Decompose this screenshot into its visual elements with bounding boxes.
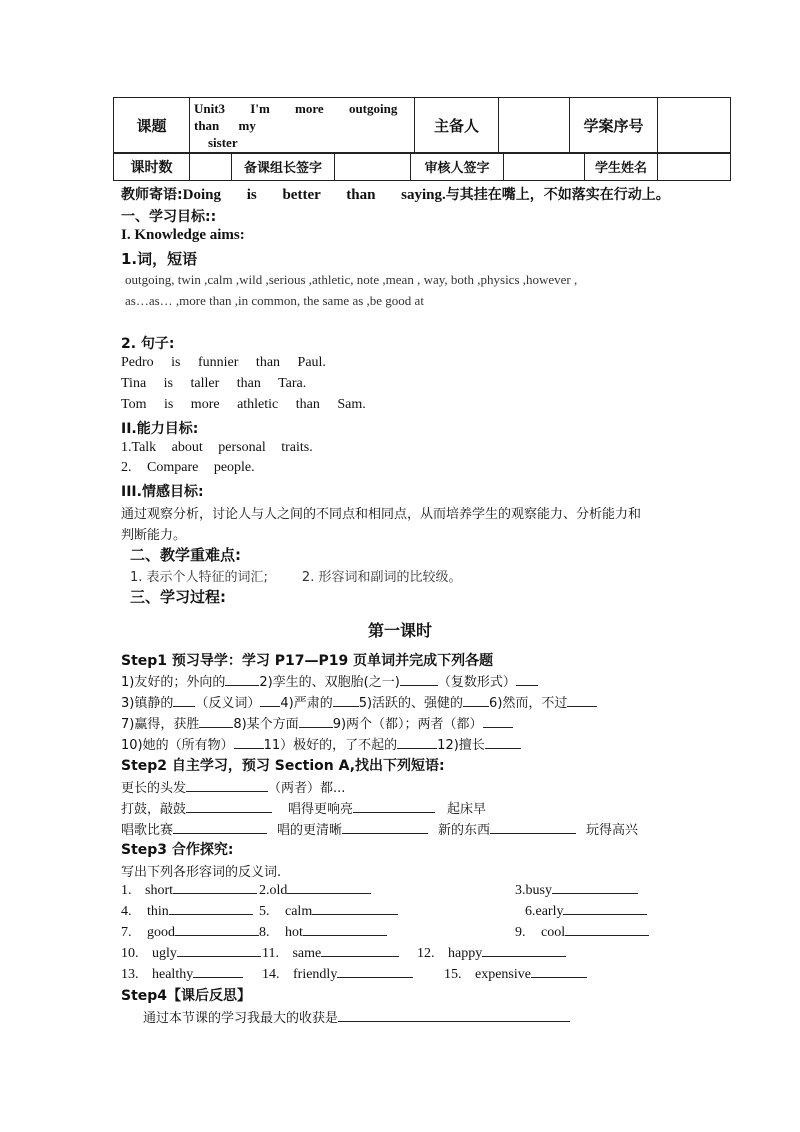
emotion-heading: III.情感目标: <box>121 484 204 500</box>
phrase-something-new: 新的东西 <box>438 823 491 838</box>
antonym-1 <box>121 881 257 899</box>
antonym-label: 8. hot <box>259 925 303 940</box>
header-table-row2 <box>113 152 731 181</box>
words-line2: as…as… ,more than ,in common, the same as ,be good at <box>125 293 424 308</box>
step3-heading: Step3 合作探究: <box>121 842 234 858</box>
section2-items <box>130 566 461 585</box>
antonym-label: 6.early <box>525 904 564 919</box>
sentence-1: Pedro is funnier than Paul. <box>121 355 326 370</box>
blank[interactable] <box>173 694 195 707</box>
step1-line4 <box>121 734 521 753</box>
phrase-both: （两者）都... <box>268 781 346 796</box>
blank[interactable] <box>333 694 359 707</box>
unit-line2: than my <box>194 118 256 133</box>
blank[interactable] <box>567 694 597 707</box>
reviewer-label: 审核人签字 <box>411 153 504 181</box>
antonym-11 <box>262 944 399 962</box>
reflection-prompt: 通过本节课的学习我最大的收获是 <box>143 1011 339 1026</box>
ability-heading: II.能力目标: <box>121 421 199 437</box>
blank[interactable] <box>516 673 538 686</box>
antonym-12 <box>417 944 566 962</box>
step1-item-3-note: （反义词） <box>195 696 261 711</box>
emotion-line2: 判断能力。 <box>121 528 187 543</box>
teacher-motto <box>121 184 670 204</box>
antonym-label: 3.busy <box>515 883 552 898</box>
blank[interactable] <box>287 881 371 894</box>
subject-label: 课题 <box>114 98 190 154</box>
blank[interactable] <box>173 821 267 834</box>
antonym-label: 15. expensive <box>444 967 531 982</box>
step1-item-5: 5)活跃的、强健的 <box>358 696 464 711</box>
preparer-value[interactable] <box>499 98 570 154</box>
step1-item-2: 2)孪生的、双胞胎(之一) <box>259 675 400 690</box>
phrase-get-up-early: 起床早 <box>447 802 487 817</box>
student-name-label: 学生姓名 <box>585 153 658 181</box>
step1-item-12: 12)擅长 <box>437 738 485 753</box>
antonym-label: 12. happy <box>417 946 483 961</box>
antonym-label: 14. friendly <box>262 967 338 982</box>
phrase-sing-clearer: 唱的更清晰 <box>277 823 343 838</box>
step4-heading: Step4【课后反思】 <box>121 988 252 1004</box>
lesson-count-value[interactable] <box>190 153 232 181</box>
antonym-label: 5. calm <box>259 904 313 919</box>
section2-heading: 二、教学重难点: <box>130 546 241 564</box>
blank[interactable] <box>260 694 280 707</box>
blank[interactable] <box>400 673 438 686</box>
step2-row2 <box>121 798 486 817</box>
sentences-heading: 2. 句子: <box>121 336 175 352</box>
step2-heading: Step2 自主学习，预习 Section A,找出下列短语: <box>121 758 445 774</box>
motto-label: 教师寄语: <box>121 187 183 203</box>
sentence-3: Tom is more athletic than Sam. <box>121 397 366 412</box>
antonym-4 <box>121 902 253 920</box>
blank[interactable] <box>173 881 257 894</box>
antonym-8 <box>259 923 387 941</box>
blank[interactable] <box>482 944 566 957</box>
phrase-play-drums: 打鼓，敲鼓 <box>121 802 187 817</box>
reflection-blank[interactable] <box>338 1009 570 1022</box>
blank[interactable] <box>193 965 243 978</box>
blank[interactable] <box>186 800 272 813</box>
emotion-line1: 通过观察分析，讨论人与人之间的不同点和相同点，从而培养学生的观察能力、分析能力和 <box>121 507 642 522</box>
blank[interactable] <box>463 694 489 707</box>
blank[interactable] <box>565 923 649 936</box>
antonym-9 <box>515 923 649 941</box>
group-leader-value[interactable] <box>335 153 411 181</box>
antonym-13 <box>121 965 243 983</box>
step2-row1 <box>121 777 345 796</box>
plan-number-label: 学案序号 <box>570 98 658 154</box>
step1-item-8: 8)某个方面 <box>233 717 299 732</box>
step1-item-2-note: （复数形式） <box>437 675 516 690</box>
blank[interactable] <box>485 736 521 749</box>
unit-line1: Unit3 I'm more outgoing <box>194 101 398 116</box>
blank[interactable] <box>169 902 253 915</box>
antonym-label: 4. thin <box>121 904 169 919</box>
words-heading: 1.词，短语 <box>121 250 198 268</box>
step1-line2 <box>121 692 597 711</box>
step2-row3 <box>121 819 638 838</box>
blank[interactable] <box>175 923 259 936</box>
blank[interactable] <box>303 923 387 936</box>
ability-2: 2. Compare people. <box>121 460 255 475</box>
section2-item2: 2. 形容词和副词的比较级。 <box>301 570 462 585</box>
step1-heading: Step1 预习导学：学习 P17—P19 页单词并完成下列各题 <box>121 653 494 669</box>
motto-english: Doing is better than saying. <box>182 187 446 203</box>
step1-item-3: 3)镇静的 <box>121 696 174 711</box>
knowledge-aims: I. Knowledge aims: <box>121 227 245 243</box>
step1-item-10: 10)她的（所有物） <box>121 738 234 753</box>
antonym-label: 13. healthy <box>121 967 194 982</box>
unit-line3: sister <box>208 135 238 150</box>
step1-line3 <box>121 713 513 732</box>
antonym-5 <box>259 902 398 920</box>
antonym-label: 11. same <box>262 946 322 961</box>
blank[interactable] <box>563 902 647 915</box>
blank[interactable] <box>199 715 233 728</box>
step1-item-9: 9)两个（都）；两者（都） <box>332 717 483 732</box>
blank[interactable] <box>321 944 399 957</box>
blank[interactable] <box>225 673 259 686</box>
phrase-singing-competition: 唱歌比赛 <box>121 823 174 838</box>
blank[interactable] <box>234 736 264 749</box>
phrase-sing-louder: 唱得更响亮 <box>288 802 354 817</box>
antonym-label: 9. cool <box>515 925 566 940</box>
blank[interactable] <box>483 715 513 728</box>
student-name-value[interactable] <box>658 153 731 181</box>
preparer-label: 主备人 <box>415 98 499 154</box>
antonym-6 <box>525 902 647 920</box>
blank[interactable] <box>312 902 398 915</box>
blank[interactable] <box>353 800 435 813</box>
step1-item-6: 6)然而，不过 <box>489 696 568 711</box>
lesson-count-label: 课时数 <box>114 153 190 181</box>
step1-item-11: 11）极好的，了不起的 <box>263 738 398 753</box>
section2-item1: 1. 表示个人特征的词汇; <box>130 570 268 585</box>
blank[interactable] <box>531 965 587 978</box>
antonym-15 <box>444 965 587 983</box>
antonym-14 <box>262 965 413 983</box>
section3-heading: 三、学习过程: <box>130 588 226 606</box>
blank[interactable] <box>186 779 268 792</box>
step1-item-7: 7)赢得，获胜 <box>121 717 200 732</box>
antonym-7 <box>121 923 259 941</box>
antonym-3 <box>515 881 638 899</box>
ability-1: 1.Talk about personal traits. <box>121 440 313 455</box>
blank[interactable] <box>552 881 638 894</box>
antonym-label: 2.old <box>259 883 288 898</box>
words-line1: outgoing, twin ,calm ,wild ,serious ,athletic, note ,mean , way, both ,physics ,however , <box>125 272 578 287</box>
step4-line <box>143 1007 570 1026</box>
blank[interactable] <box>490 821 576 834</box>
antonym-label: 7. good <box>121 925 175 940</box>
lesson-title: 第一课时 <box>367 621 432 640</box>
phrase-have-fun: 玩得高兴 <box>586 823 639 838</box>
group-leader-label: 备课组长签字 <box>232 153 335 181</box>
antonym-label: 10. ugly <box>121 946 177 961</box>
section1-heading: 一、学习目标:: <box>121 209 217 225</box>
blank[interactable] <box>397 736 437 749</box>
blank[interactable] <box>337 965 413 978</box>
antonym-2 <box>259 881 371 899</box>
blank[interactable] <box>177 944 261 957</box>
step1-item-4: 4)严肃的 <box>280 696 333 711</box>
blank[interactable] <box>342 821 428 834</box>
step3-instruction: 写出下列各形容词的反义词. <box>121 865 282 880</box>
step1-line1 <box>121 671 538 690</box>
motto-chinese: 与其挂在嘴上，不如落实在行动上。 <box>445 187 670 203</box>
unit-title <box>190 98 415 154</box>
sentence-2: Tina is taller than Tara. <box>121 376 307 391</box>
antonym-10 <box>121 944 261 962</box>
blank[interactable] <box>299 715 333 728</box>
phrase-longer-hair: 更长的头发 <box>121 781 187 796</box>
plan-number-value[interactable] <box>658 98 731 154</box>
antonym-label: 1. short <box>121 883 173 898</box>
reviewer-value[interactable] <box>504 153 585 181</box>
step1-item-1: 1)友好的；外向的 <box>121 675 226 690</box>
header-table <box>113 97 731 154</box>
